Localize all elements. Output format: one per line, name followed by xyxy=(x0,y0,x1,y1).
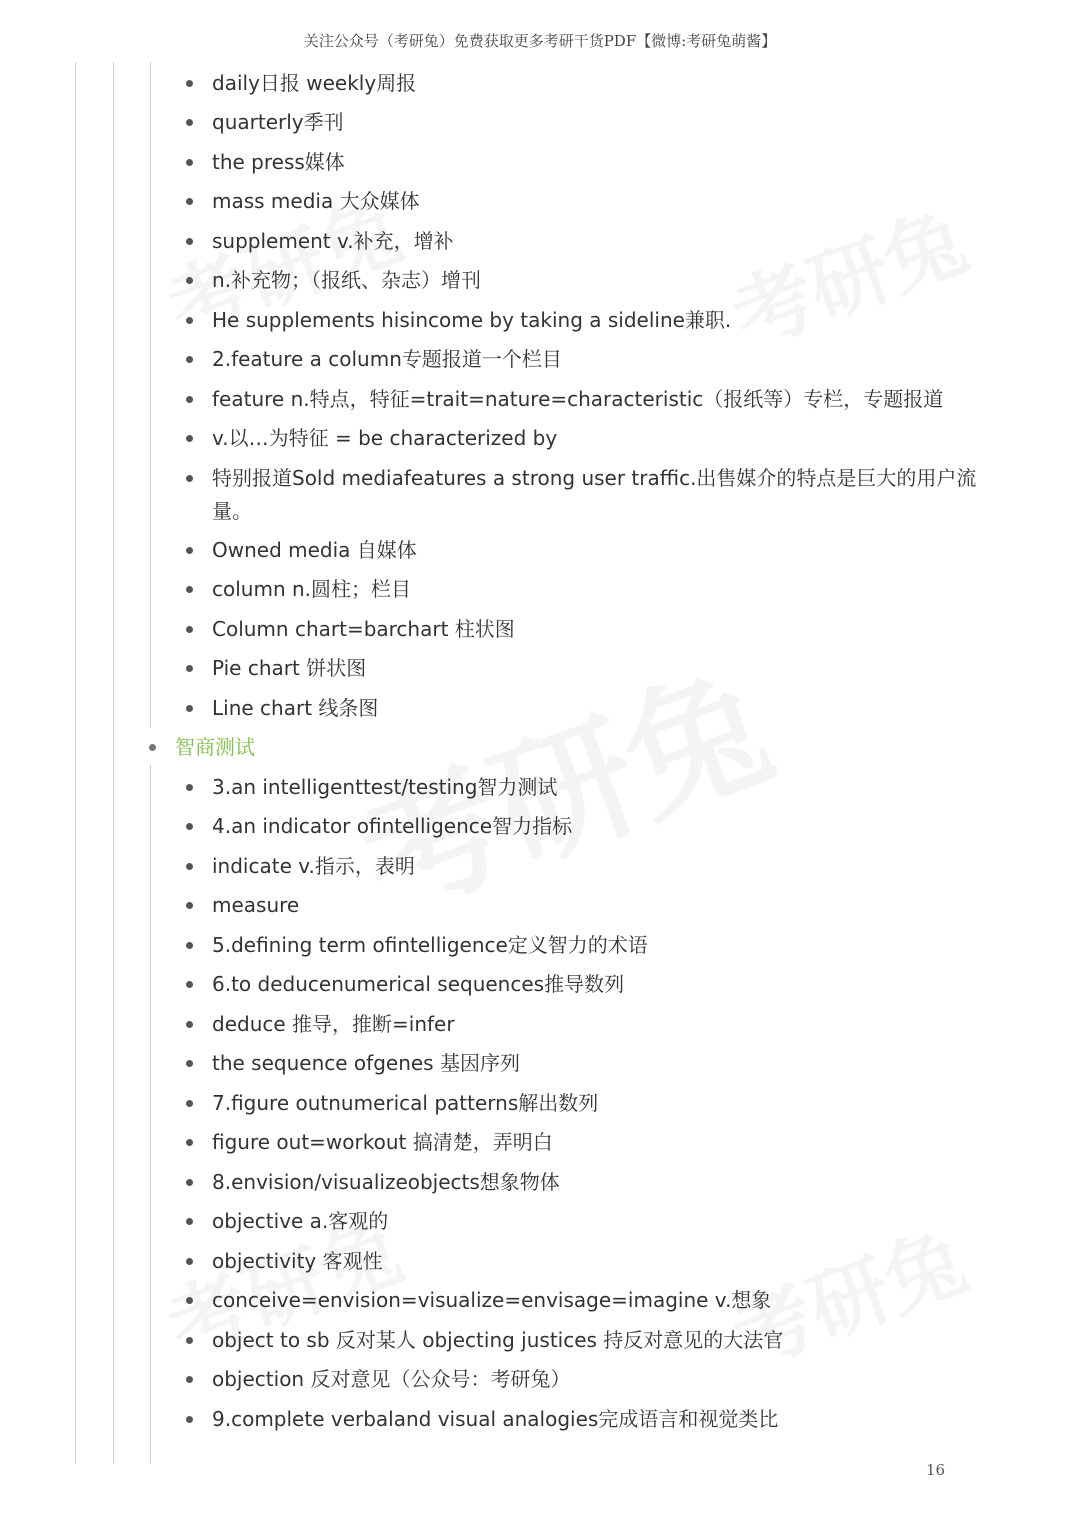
bullet-icon xyxy=(186,80,193,87)
list-item-text: 5.defining term ofintelligence定义智力的术语 xyxy=(212,933,648,957)
bullet-icon xyxy=(186,665,193,672)
list-item xyxy=(212,1087,992,1120)
list-item xyxy=(212,1245,992,1278)
section-heading-text: 智商测试 xyxy=(175,735,255,759)
list-item xyxy=(212,810,992,843)
bullet-icon xyxy=(186,1337,193,1344)
list-item xyxy=(212,1008,992,1041)
list-item xyxy=(212,1363,992,1396)
bullet-icon xyxy=(186,159,193,166)
list-item-text: feature n.特点，特征=trait=nature=characteristic（报纸等）专栏，专题报道 xyxy=(212,387,944,411)
list-item xyxy=(212,652,992,685)
bullet-icon xyxy=(186,1297,193,1304)
list-item-text: 9.complete verbaland visual analogies完成语言和视觉类比 xyxy=(212,1407,779,1431)
bullet-icon xyxy=(186,1376,193,1383)
bullet-icon xyxy=(149,744,156,751)
bullet-icon xyxy=(186,1416,193,1423)
list-item xyxy=(212,1126,992,1159)
list-item xyxy=(212,850,992,883)
list-item xyxy=(212,304,992,337)
list-item-text: figure out=workout 搞清楚，弄明白 xyxy=(212,1130,553,1154)
list-item-text: He supplements hisincome by taking a sideline兼职. xyxy=(212,308,732,332)
list-item xyxy=(212,1403,992,1436)
bullet-icon xyxy=(186,586,193,593)
list-item-text: indicate v.指示，表明 xyxy=(212,854,415,878)
list-item-text: the sequence ofgenes 基因序列 xyxy=(212,1051,520,1075)
bullet-icon xyxy=(186,1218,193,1225)
list-item xyxy=(212,968,992,1001)
list-item-text: objective a.客观的 xyxy=(212,1209,389,1233)
bullet-icon xyxy=(186,547,193,554)
list-item xyxy=(212,462,992,528)
bullet-icon xyxy=(186,784,193,791)
list-item xyxy=(212,771,992,804)
list-item xyxy=(212,1047,992,1080)
list-item xyxy=(212,692,992,725)
list-item xyxy=(212,264,992,297)
bullet-icon xyxy=(186,863,193,870)
section-heading-iq-test xyxy=(175,731,255,764)
list-item-text: v.以…为特征 = be characterized by xyxy=(212,426,558,450)
bullet-icon xyxy=(186,277,193,284)
bullet-icon xyxy=(186,435,193,442)
list-item xyxy=(212,613,992,646)
list-item-text: conceive=envision=visualize=envisage=imagine v.想象 xyxy=(212,1288,772,1312)
bullet-icon xyxy=(186,317,193,324)
list-item xyxy=(212,573,992,606)
list-item xyxy=(212,1166,992,1199)
bullet-icon xyxy=(186,1060,193,1067)
list-item-text: column n.圆柱；栏目 xyxy=(212,577,412,601)
list-item-text: object to sb 反对某人 objecting justices 持反对意见的大法官 xyxy=(212,1328,784,1352)
list-item xyxy=(212,1324,992,1357)
list-item xyxy=(212,383,992,416)
bullet-icon xyxy=(186,1258,193,1265)
list-item-text: the press媒体 xyxy=(212,150,345,174)
page-header: 关注公众号（考研兔）免费获取更多考研干货PDF【微博:考研兔萌酱】 xyxy=(303,32,777,50)
list-item xyxy=(212,1205,992,1238)
list-item xyxy=(212,67,992,100)
list-item-text: n.补充物；（报纸、杂志）增刊 xyxy=(212,268,482,292)
list-item-text: 3.an intelligenttest/testing智力测试 xyxy=(212,775,558,799)
outline-rule-inner-lower xyxy=(150,765,151,1464)
list-item-text: 8.envision/visualizeobjects想象物体 xyxy=(212,1170,560,1194)
list-item-text: Column chart=barchart 柱状图 xyxy=(212,617,515,641)
list-item xyxy=(212,889,992,922)
bullet-icon xyxy=(186,942,193,949)
list-item xyxy=(212,1284,992,1317)
bullet-icon xyxy=(186,1179,193,1186)
list-item xyxy=(212,225,992,258)
bullet-icon xyxy=(186,119,193,126)
bullet-icon xyxy=(186,981,193,988)
list-item-text: objection 反对意见（公众号：考研兔） xyxy=(212,1367,571,1391)
list-item-text: 2.feature a column专题报道一个栏目 xyxy=(212,347,562,371)
outline-rule-inner-upper xyxy=(150,62,151,728)
bullet-icon xyxy=(186,1139,193,1146)
list-item-text: 特别报道Sold mediafeatures a strong user traffic.出售媒介的特点是巨大的用户流量。 xyxy=(212,466,977,523)
bullet-icon xyxy=(186,823,193,830)
list-item xyxy=(212,343,992,376)
list-item-text: quarterly季刊 xyxy=(212,110,344,134)
bullet-icon xyxy=(186,1100,193,1107)
outline-rule-outer xyxy=(75,62,76,1464)
list-item-text: objectivity 客观性 xyxy=(212,1249,383,1273)
list-item xyxy=(212,422,992,455)
bullet-icon xyxy=(186,356,193,363)
bullet-icon xyxy=(186,626,193,633)
list-item-text: mass media 大众媒体 xyxy=(212,189,420,213)
list-item-text: supplement v.补充，增补 xyxy=(212,229,454,253)
bullet-icon xyxy=(186,396,193,403)
list-item xyxy=(212,534,992,567)
list-item-text: 4.an indicator ofintelligence智力指标 xyxy=(212,814,573,838)
list-item-text: Owned media 自媒体 xyxy=(212,538,417,562)
list-item-text: 6.to deducenumerical sequences推导数列 xyxy=(212,972,625,996)
list-item-text: 7.figure outnumerical patterns解出数列 xyxy=(212,1091,599,1115)
list-item xyxy=(212,106,992,139)
bullet-icon xyxy=(186,198,193,205)
bullet-icon xyxy=(186,1021,193,1028)
list-item xyxy=(212,146,992,179)
list-item-text: daily日报 weekly周报 xyxy=(212,71,417,95)
page-number: 16 xyxy=(926,1461,946,1479)
list-item-text: measure xyxy=(212,893,300,917)
list-item xyxy=(212,929,992,962)
list-item-text: deduce 推导，推断=infer xyxy=(212,1012,455,1036)
list-item xyxy=(212,185,992,218)
outline-rule-middle xyxy=(113,62,114,1464)
list-item-text: Line chart 线条图 xyxy=(212,696,379,720)
bullet-icon xyxy=(186,475,193,482)
bullet-icon xyxy=(186,238,193,245)
bullet-icon xyxy=(186,705,193,712)
bullet-icon xyxy=(186,902,193,909)
list-item-text: Pie chart 饼状图 xyxy=(212,656,367,680)
